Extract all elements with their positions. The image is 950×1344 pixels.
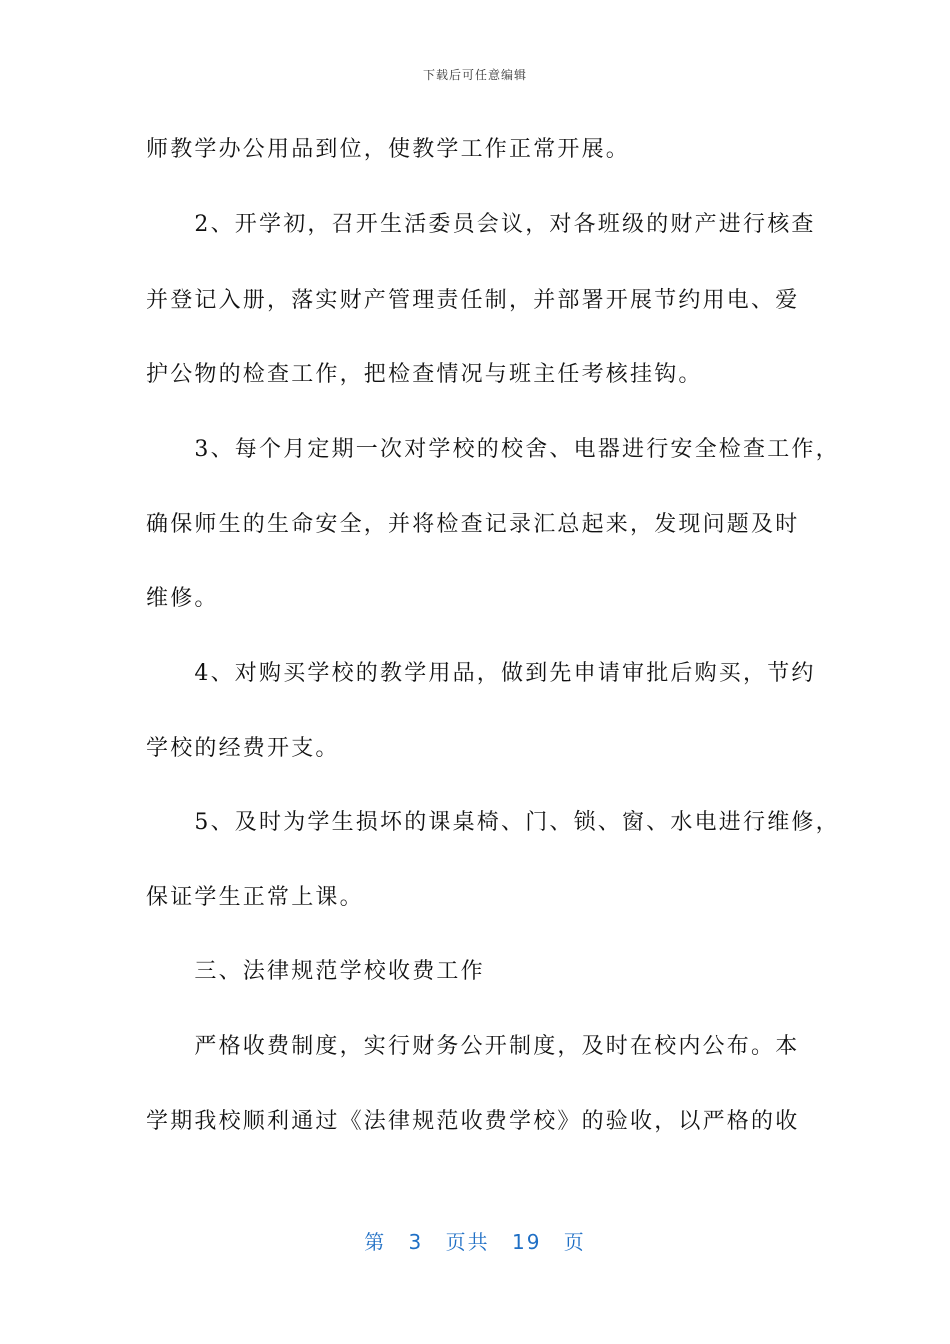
body-line: 保证学生正常上课。 [146, 885, 364, 910]
body-line: 确保师生的生命安全，并将检查记录汇总起来，发现问题及时 [146, 512, 800, 537]
page-header: 下载后可任意编辑 [422, 68, 527, 82]
section-heading: 三、法律规范学校收费工作 [146, 959, 485, 984]
body-line: 维修。 [146, 586, 219, 611]
body-line: 5、及时为学生损坏的课桌椅、门、锁、窗、水电进行维修， [146, 810, 840, 835]
body-line: 2、开学初，召开生活委员会议，对各班级的财产进行核查 [146, 212, 816, 237]
body-line: 4、对购买学校的教学用品，做到先申请审批后购买，节约 [146, 661, 816, 686]
body-line: 学校的经费开支。 [146, 736, 340, 761]
body-line: 严格收费制度，实行财务公开制度，及时在校内公布。本 [146, 1034, 800, 1059]
body-line: 并登记入册，落实财产管理责任制，并部署开展节约用电、爱 [146, 288, 800, 313]
page-number-footer: 第 3 页共 19 页 [364, 1230, 586, 1254]
body-line: 师教学办公用品到位，使教学工作正常开展。 [146, 137, 631, 162]
body-line: 3、每个月定期一次对学校的校舍、电器进行安全检查工作， [146, 437, 840, 462]
body-line: 护公物的检查工作，把检查情况与班主任考核挂钩。 [146, 362, 703, 387]
body-line: 学期我校顺利通过《法律规范收费学校》的验收，以严格的收 [146, 1109, 800, 1134]
